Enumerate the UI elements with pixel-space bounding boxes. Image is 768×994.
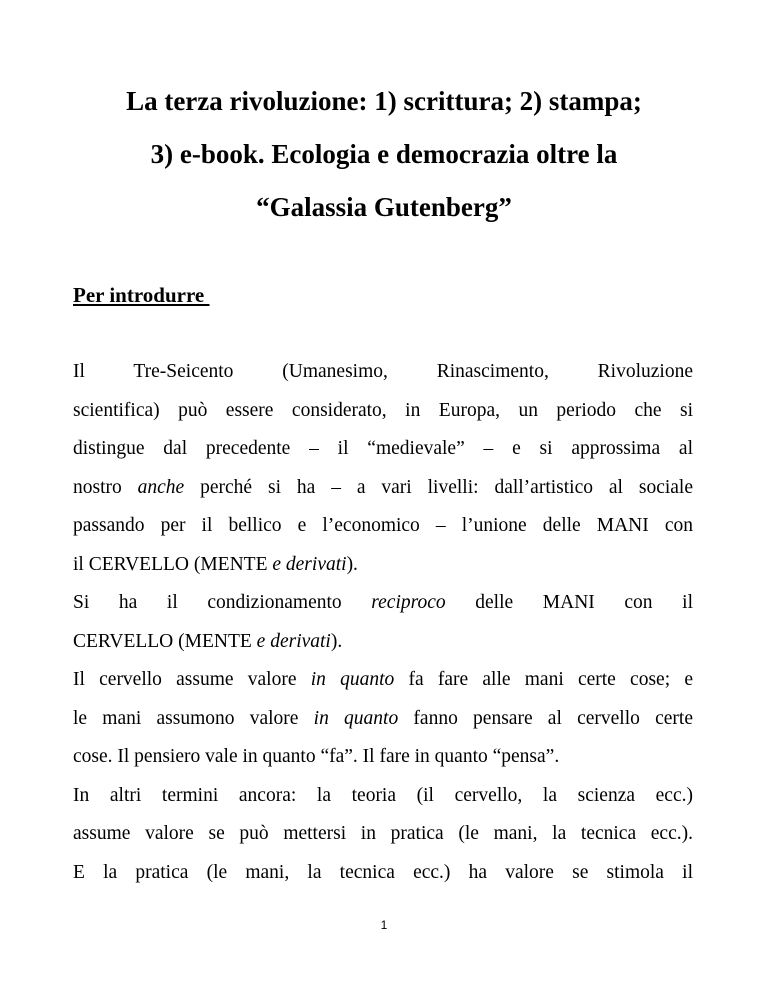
title-line-2: 3) e-book. Ecologia e democrazia oltre la: [150, 139, 618, 169]
text-segment: Il cervello assume valore: [73, 669, 311, 690]
text-line: [73, 777, 693, 816]
text-segment: perché si ha – a vari livelli: dall’artistico al sociale: [184, 476, 694, 498]
italic-text: e derivati: [272, 553, 347, 575]
title-line-1: La terza rivoluzione: 1) scrittura; 2) stampa;: [126, 86, 642, 116]
text-segment: fanno pensare al cervello certe: [398, 707, 693, 729]
title-line-3: “Galassia Gutenberg”: [256, 192, 512, 222]
text-line: [73, 469, 693, 508]
text-segment: cose. Il pensiero vale in quanto “fa”. Il fare in quanto “pensa”.: [73, 746, 560, 767]
text-line: [73, 392, 693, 431]
text-segment: CERVELLO (MENTE: [73, 630, 257, 652]
text-segment: ).: [330, 630, 343, 652]
document-title: [40, 75, 728, 234]
text-segment: E la pratica (le mani, la tecnica ecc.) ha valore se stimola il: [73, 861, 693, 883]
page-number: 1: [380, 918, 388, 932]
text-segment: distingue dal precedente – il “medievale” – e si approssima al: [73, 438, 693, 459]
italic-text: e derivati: [256, 630, 331, 652]
text-segment: ).: [346, 553, 358, 575]
text-segment: passando per il bellico e l’economico – l’unione delle MANI con: [73, 515, 693, 536]
italic-text: in quanto: [313, 707, 399, 729]
text-line: [73, 353, 693, 392]
italic-text: reciproco: [371, 592, 446, 613]
text-segment: le mani assumono valore: [73, 707, 314, 729]
text-segment: delle MANI con il: [445, 592, 693, 613]
text-line: [73, 854, 693, 893]
text-line: [73, 546, 693, 585]
text-segment: scientifica) può essere considerato, in Europa, un periodo che si: [73, 399, 693, 421]
text-segment: Si ha il condizionamento: [73, 592, 372, 613]
text-segment: fa fare alle mani certe cose; e: [394, 669, 693, 690]
text-segment: In altri termini ancora: la teoria (il cervello, la scienza ecc.): [73, 784, 693, 806]
text-segment: il CERVELLO (MENTE: [73, 553, 273, 575]
text-line: [73, 815, 693, 854]
text-segment: nostro: [73, 476, 138, 498]
text-line: [73, 584, 693, 623]
italic-text: in quanto: [310, 669, 395, 690]
body-paragraph: [73, 353, 693, 892]
text-segment: assume valore se può mettersi in pratica (le mani, la tecnica ecc.).: [73, 823, 693, 844]
text-line: [73, 430, 693, 469]
text-line: [73, 738, 693, 777]
text-line: [73, 623, 693, 662]
text-line: [73, 507, 693, 546]
text-line: [73, 661, 693, 700]
text-segment: Il Tre-Seicento (Umanesimo, Rinascimento, Rivoluzione: [73, 361, 693, 382]
section-heading: Per introdurre: [73, 283, 210, 307]
italic-text: anche: [137, 476, 185, 498]
text-line: [73, 700, 693, 739]
